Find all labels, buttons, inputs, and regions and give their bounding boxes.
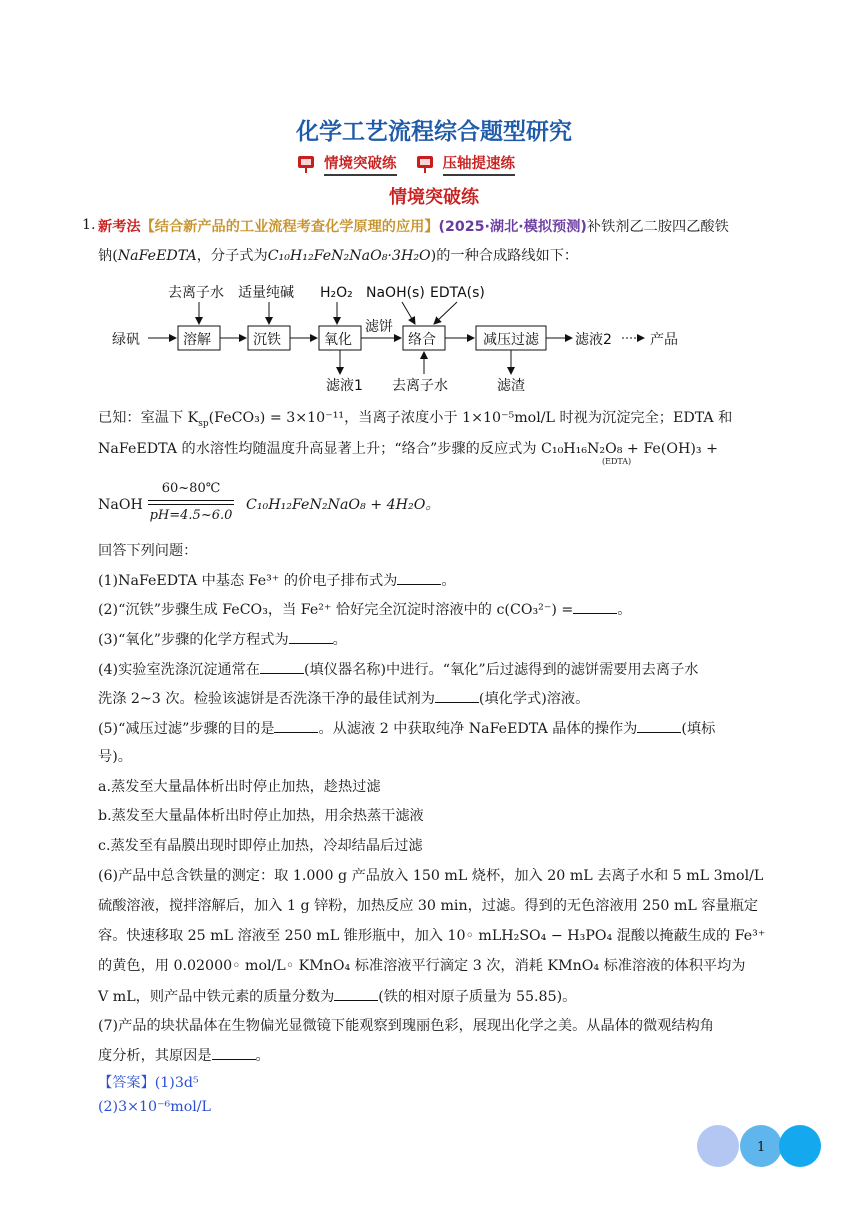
equation-double-line xyxy=(148,500,234,505)
input-label: 去离子水 xyxy=(168,285,224,301)
intro-text: 补铁剂乙二胺四乙酸铁 xyxy=(586,219,729,235)
tab-speed[interactable] xyxy=(415,152,516,176)
q5-line-1: (5)“减压过滤”步骤的目的是 。从滤液 2 中获取纯净 NaFeEDTA 晶体的操作为 (填标 xyxy=(98,718,715,739)
equation-left: NaOH xyxy=(98,497,143,513)
product-label: 产品 xyxy=(650,332,678,348)
input-label: H₂O₂ xyxy=(320,285,353,301)
page-number-badge xyxy=(696,1124,826,1172)
step-label: 氧化 xyxy=(324,332,352,348)
tag-source: (2025·湖北·模拟预测) xyxy=(438,219,587,235)
q1: (1)NaFeEDTA 中基态 Fe³⁺ 的价电子排布式为 。 xyxy=(98,570,456,591)
intro-line-2: 钠(NaFeEDTA，分子式为C₁₀H₁₂FeN₂NaO₈·3H₂O)的一种合成路线如下： xyxy=(98,248,579,264)
tail-label: 滤液2 xyxy=(575,332,612,348)
q5-line-2: 号)。 xyxy=(98,749,132,765)
question-number: 1. xyxy=(82,217,96,233)
tag-new: 新考法 xyxy=(98,219,141,235)
option-b: b.蒸发至大量晶体析出时停止加热，用余热蒸干滤液 xyxy=(98,808,424,824)
tab-label-speed: 压轴提速练 xyxy=(443,152,516,176)
output-label: 去离子水 xyxy=(392,378,448,394)
tab-scenario[interactable] xyxy=(296,152,397,176)
answer-blank[interactable] xyxy=(397,570,441,585)
option-c: c.蒸发至有晶膜出现时即停止加热，冷却结晶后过滤 xyxy=(98,838,423,854)
equation-right: C₁₀H₁₂FeN₂NaO₈ + 4H₂O。 xyxy=(246,497,440,513)
answer-blank[interactable] xyxy=(573,599,617,614)
answer-blank[interactable] xyxy=(212,1045,256,1060)
process-flow-diagram xyxy=(112,278,702,398)
pin-board-icon xyxy=(415,154,435,174)
q4-line-2: 洗涤 2~3 次。检验该滤饼是否洗涤干净的最佳试剂为 (填化学式)溶液。 xyxy=(98,688,589,709)
option-a: a.蒸发至大量晶体析出时停止加热，趁热过滤 xyxy=(98,779,381,795)
q6-line-1: (6)产品中总含铁量的测定：取 1.000 g 产品放入 150 mL 烧杯，加入 20 mL 去离子水和 5 mL 3mol/L xyxy=(98,868,764,884)
between-label: 滤饼 xyxy=(365,319,393,335)
section-tabs xyxy=(296,152,515,176)
tag-context: 【结合新产品的工业流程考查化学原理的应用】 xyxy=(140,219,439,235)
step-label: 络合 xyxy=(408,332,436,348)
input-label: 适量纯碱 xyxy=(238,285,294,301)
q6-line-3: 容。快速移取 25 mL 溶液至 250 mL 锥形瓶中，加入 10◦ mLH₂SO₄ − H₃PO₄ 混酸以掩蔽生成的 Fe³⁺ xyxy=(98,928,766,944)
step-label: 减压过滤 xyxy=(483,332,539,348)
input-label: NaOH(s) xyxy=(366,285,425,301)
equation-condition-top: 60~80℃ xyxy=(161,481,221,496)
start-label: 绿矾 xyxy=(112,332,140,348)
edta-note: (EDTA) xyxy=(602,457,632,466)
answer-blank[interactable] xyxy=(274,718,318,733)
q6-line-2: 硫酸溶液，搅拌溶解后，加入 1 g 锌粉，加热反应 30 min，过滤。得到的无色溶液用 250 mL 容量瓶定 xyxy=(98,898,759,914)
q6-line-5: V mL，则产品中铁元素的质量分数为 (铁的相对原子质量为 55.85)。 xyxy=(98,986,576,1007)
output-label: 滤渣 xyxy=(497,378,525,394)
page-number: 1 xyxy=(757,1140,766,1155)
output-label: 滤液1 xyxy=(326,378,363,394)
q2: (2)“沉铁”步骤生成 FeCO₃，当 Fe²⁺ 恰好完全沉淀时溶液中的 c(CO₃²⁻) = 。 xyxy=(98,599,631,620)
step-label: 沉铁 xyxy=(253,332,281,348)
answer-1: 【答案】(1)3d⁵ xyxy=(98,1075,199,1091)
answer-blank[interactable] xyxy=(289,629,333,644)
question-header-line xyxy=(98,217,729,237)
known-line-2: NaFeEDTA 的水溶性均随温度升高显著上升；“络合”步骤的反应式为 C₁₀H₁₆N₂O₈ + Fe(OH)₃ + xyxy=(98,441,718,457)
pin-board-icon xyxy=(296,154,316,174)
q6-line-4: 的黄色，用 0.02000◦ mol/L◦ KMnO₄ 标准溶液平行滴定 3 次，消耗 KMnO₄ 标准溶液的体积平均为 xyxy=(98,958,746,974)
q4-line-1: (4)实验室洗涤沉淀通常在 (填仪器名称)中进行。“氧化”后过滤得到的滤饼需要用去离子水 xyxy=(98,659,698,680)
answer-blank[interactable] xyxy=(334,986,378,1001)
q7-line-1: (7)产品的块状晶体在生物偏光显微镜下能观察到瑰丽色彩，展现出化学之美。从晶体的微观结构角 xyxy=(98,1018,714,1034)
q3: (3)“氧化”步骤的化学方程式为 。 xyxy=(98,629,347,650)
known-line-1: 已知：室温下 $K_{sp}(FeCO_3) = 3\times 10^{-11}$，当离子浓度小于 1×10⁻⁵mol/L 时视为沉淀完全；EDTA 和 xyxy=(98,410,733,429)
page-title: 化学工艺流程综合题型研究 xyxy=(296,119,572,145)
answer-blank[interactable] xyxy=(435,688,479,703)
section-title: 情境突破练 xyxy=(389,187,479,208)
input-label: EDTA(s) xyxy=(430,285,485,301)
tab-label-scenario: 情境突破练 xyxy=(324,152,397,176)
answer-blank[interactable] xyxy=(637,718,681,733)
answer-blank[interactable] xyxy=(260,659,304,674)
step-label: 溶解 xyxy=(183,332,211,348)
equation-condition-bottom: pH=4.5~6.0 xyxy=(149,508,233,523)
q7-line-2: 度分析，其原因是 。 xyxy=(98,1045,270,1066)
prompt: 回答下列问题： xyxy=(98,543,198,559)
answer-2: (2)3×10⁻⁶mol/L xyxy=(98,1099,211,1115)
